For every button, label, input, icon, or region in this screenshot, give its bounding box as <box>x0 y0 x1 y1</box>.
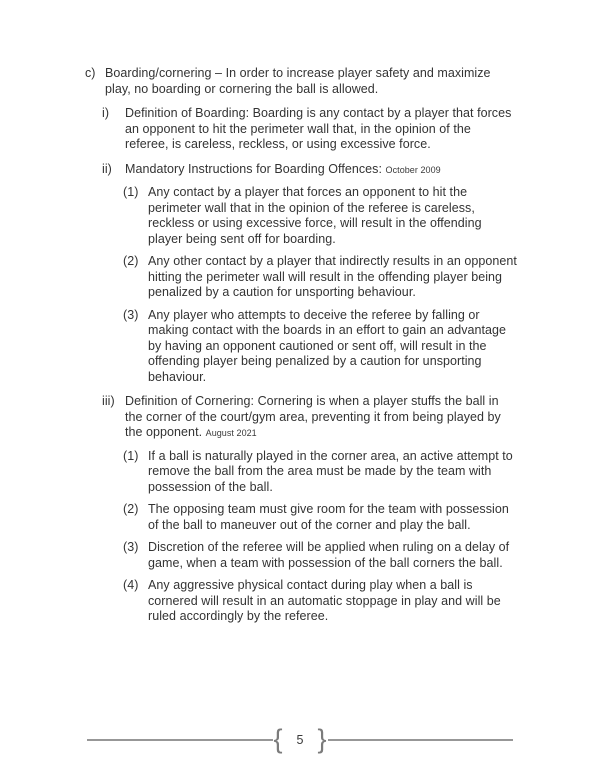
numbered-item-text: Any player who attempts to deceive the referee by falling or making contact with the boards in an effort to gain an advantage by having an opponent cautioned or sent off, will result in the offending player being penalized by a caution for unsporting behaviour. <box>148 307 507 384</box>
numbered-item-iii-2 <box>123 502 517 533</box>
numbered-item-ii-2 <box>123 254 517 301</box>
footer-rule-left <box>87 739 273 741</box>
numbered-item-label: (1) <box>123 185 139 199</box>
roman-item-i <box>102 106 517 153</box>
numbered-item-label: (2) <box>123 502 139 516</box>
footer-brace-left: { <box>273 723 283 754</box>
roman-item-text <box>125 394 517 442</box>
numbered-item-text: Any aggressive physical contact during play when a ball is cornered will result in an automatic stoppage in play and will be ruled accordingly by the referee. <box>148 578 501 623</box>
roman-item-ii <box>102 162 517 179</box>
numbered-item-text: Any other contact by a player that indirectly results in an opponent hitting the perimeter wall will result in the offending player being penalized by a caution for unsporting behaviour. <box>148 254 517 299</box>
numbered-item-text: Discretion of the referee will be applied when ruling on a delay of game, when a team with possession of the ball corners the ball. <box>148 540 510 570</box>
roman-item-text <box>125 162 517 179</box>
numbered-item-iii-1 <box>123 449 517 496</box>
numbered-item-iii-3 <box>123 540 517 571</box>
numbered-item-label: (3) <box>123 307 139 322</box>
numbered-item-label: (1) <box>123 448 139 463</box>
item-body-text: Definition of Cornering: Cornering is when a player stuffs the ball in the corner of the court/gym area, preventing it from being played by the opponent. <box>125 394 501 439</box>
numbered-item-ii-1 <box>123 185 517 247</box>
page-number: 5 <box>296 733 304 747</box>
numbered-item-label: (4) <box>123 578 139 592</box>
section-item-c <box>85 66 517 97</box>
item-body-text: Mandatory Instructions for Boarding Offences: <box>125 161 383 176</box>
roman-item-label: iii) <box>102 394 115 408</box>
roman-item-label: i) <box>102 106 110 120</box>
page-footer <box>87 723 513 754</box>
section-label: c) <box>85 66 96 80</box>
numbered-item-ii-3 <box>123 308 517 386</box>
numbered-item-text: If a ball is naturally played in the corner area, an active attempt to remove the ball from the area must be made by the team with possession of the ball. <box>148 448 513 494</box>
numbered-item-iii-4 <box>123 578 517 625</box>
numbered-item-label: (3) <box>123 540 139 554</box>
item-body-text: Definition of Boarding: Boarding is any contact by a player that forces an opponent to hit the perimeter wall that, in the opinion of the referee, is careless, reckless, or using excessive force. <box>125 106 512 151</box>
revision-note: October 2009 <box>385 164 441 175</box>
revision-note: August 2021 <box>205 428 257 438</box>
numbered-item-label: (2) <box>123 254 139 268</box>
roman-item-label: ii) <box>102 161 112 176</box>
footer-rule-right <box>328 739 514 741</box>
footer-brace-right: } <box>317 723 327 754</box>
section-text: Boarding/cornering – In order to increase player safety and maximize play, no boarding or cornering the ball is allowed. <box>105 66 491 96</box>
numbered-item-text: The opposing team must give room for the team with possession of the ball to maneuver out of the corner and play the ball. <box>148 502 509 532</box>
numbered-item-text: Any contact by a player that forces an opponent to hit the perimeter wall that in the opinion of the referee is careless, reckless or using excessive force, will result in the offending player being sent off for boarding. <box>148 185 482 246</box>
roman-item-iii <box>102 394 517 442</box>
roman-item-text <box>125 106 517 153</box>
